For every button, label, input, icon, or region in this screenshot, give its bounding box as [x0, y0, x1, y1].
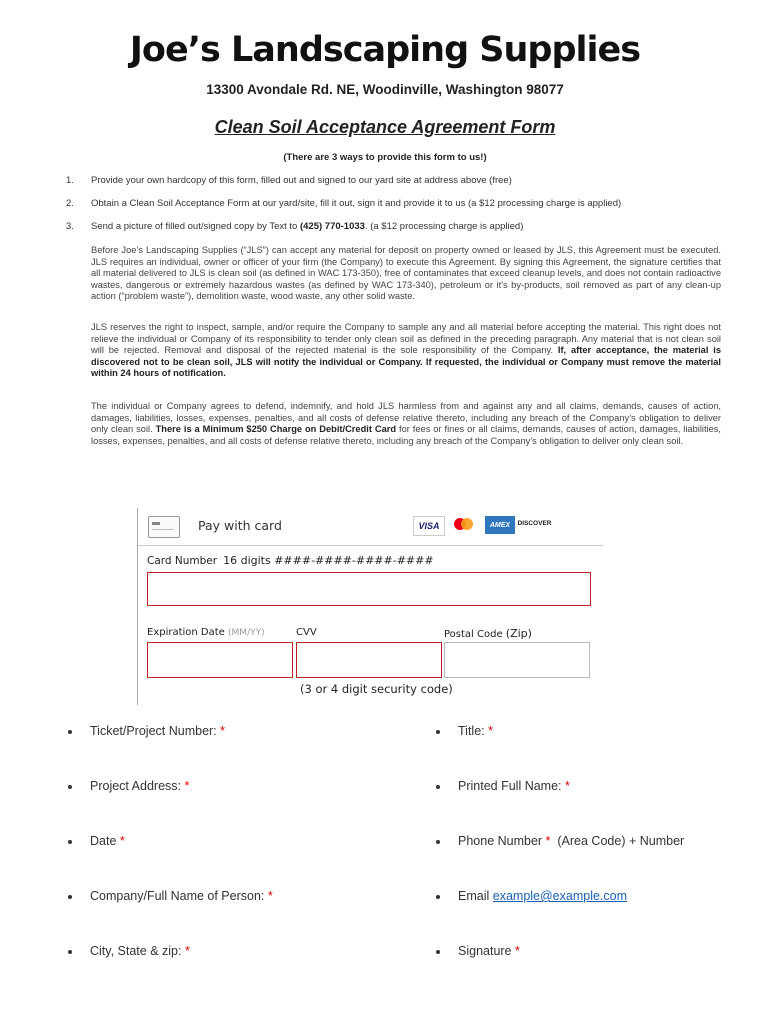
- postal-code-label-text: Postal Code: [444, 629, 503, 640]
- city-state-zip-field[interactable]: [90, 944, 190, 958]
- step-text-part: . (a $12 processing charge is applied): [364, 221, 524, 232]
- bullet-icon: [68, 840, 72, 844]
- expiration-input[interactable]: [147, 642, 293, 678]
- step-text-part: Send a picture of filled out/signed copy by Text to: [91, 221, 300, 232]
- paragraph-text: for fees or fines or all claims, demands, causes of action, damages, liabilities, losses, expenses, penalties, and all costs of defense relative thereto, including any breach of the Company’s obligation to deliver only clean soil.: [91, 424, 722, 446]
- field-label: Signature: [458, 944, 512, 958]
- expiration-label: [147, 627, 265, 638]
- bullet-icon: [68, 950, 72, 954]
- required-mark: *: [184, 779, 190, 793]
- field-label: Printed Full Name:: [458, 779, 562, 793]
- cvv-label: CVV: [296, 627, 317, 638]
- step-2: [66, 198, 726, 221]
- field-row: [0, 724, 770, 744]
- required-mark: *: [267, 889, 273, 903]
- form-title: Clean Soil Acceptance Agreement Form: [214, 117, 556, 137]
- field-row: [0, 944, 770, 964]
- company-name-field[interactable]: [90, 889, 273, 903]
- step-1: [66, 175, 726, 198]
- bullet-icon: [68, 730, 72, 734]
- pay-with-card-title: Pay with card: [198, 518, 282, 533]
- title-field[interactable]: [458, 724, 493, 738]
- required-mark: *: [119, 834, 125, 848]
- bullet-icon: [436, 840, 440, 844]
- field-row: [0, 889, 770, 909]
- step-number: 1.: [66, 175, 74, 186]
- paragraph-text: The individual or Company agrees to defend, indemnify, and hold JLS harmless from and against any and all claims, demands, causes of action, damages, liabilities, losses, expenses, penalties, and all costs of defense relative thereto, including any breach of the Company’s obligation to deliver only clean soil.: [91, 401, 721, 435]
- field-label: Project Address:: [90, 779, 182, 793]
- step-3: [66, 221, 726, 244]
- required-mark: *: [565, 779, 570, 793]
- agreement-paragraph-2: [91, 322, 721, 380]
- card-payment-widget: [137, 508, 603, 705]
- security-code-note: (3 or 4 digit security code): [300, 682, 453, 696]
- expiration-label-text: Expiration Date: [147, 627, 225, 638]
- postal-code-hint: (Zip): [505, 627, 532, 640]
- discover-logo-icon: [519, 514, 551, 532]
- bullet-icon: [436, 730, 440, 734]
- date-field[interactable]: [90, 834, 125, 848]
- bullet-icon: [68, 895, 72, 899]
- step-text: Obtain a Clean Soil Acceptance Form at our yard/site, fill it out, sign it and provide it to us (a $12 processing charge is applied): [91, 198, 622, 209]
- step-number: 3.: [66, 221, 74, 232]
- required-mark: *: [545, 834, 551, 848]
- email-field[interactable]: [458, 889, 627, 903]
- bullet-icon: [436, 785, 440, 789]
- company-address: 13300 Avondale Rd. NE, Woodinville, Washington 98077: [206, 82, 564, 97]
- agreement-paragraph-3: [91, 401, 721, 447]
- project-address-field[interactable]: [90, 779, 189, 793]
- email-example-link[interactable]: example@example.com: [492, 889, 628, 903]
- minimum-charge-notice: There is a Minimum $250 Charge on Debit/Credit Card: [155, 424, 397, 435]
- postal-code-label: [444, 627, 532, 640]
- required-mark: *: [220, 724, 226, 738]
- field-label: Date: [90, 834, 117, 848]
- expiration-hint: (MM/YY): [228, 628, 265, 638]
- credit-card-icon: [148, 516, 180, 538]
- phone-number-field[interactable]: [458, 834, 684, 848]
- bullet-icon: [436, 950, 440, 954]
- required-mark: *: [488, 724, 493, 738]
- bullet-icon: [68, 785, 72, 789]
- required-mark: *: [515, 944, 520, 958]
- printed-name-field[interactable]: [458, 779, 570, 793]
- cvv-input[interactable]: [296, 642, 442, 678]
- field-row: [0, 834, 770, 854]
- field-label: Title:: [458, 724, 485, 738]
- card-number-hint: 16 digits ####-####-####-####: [223, 554, 434, 567]
- postal-code-input[interactable]: [444, 642, 590, 678]
- amex-logo-icon: AMEX: [485, 516, 515, 534]
- field-row: [0, 779, 770, 799]
- card-number-input[interactable]: [147, 572, 591, 606]
- ticket-number-field[interactable]: [90, 724, 225, 738]
- company-name: Joe’s Landscaping Supplies: [129, 30, 641, 70]
- card-number-label-text: Card Number: [147, 555, 218, 567]
- field-label: City, State & zip:: [90, 944, 182, 958]
- card-number-label: [147, 554, 434, 567]
- field-label: Email: [458, 889, 490, 903]
- phone-hint: (Area Code) + Number: [557, 834, 685, 848]
- paragraph-text: JLS reserves the right to inspect, sample, and/or require the Company to sample any and all material before accepting the material. This right does not relieve the individual or Company of its responsibility to tender only clean soil as defined in the preceding paragraph. Any material that is not clean soil will be rejected. Removal and disposal of the rejected material is the sole responsibility of the Company.: [91, 322, 721, 356]
- agreement-paragraph-1: Before Joe’s Landscaping Supplies (“JLS”) can accept any material for deposit on property owned or leased by JLS, this Agreement must be executed. JLS requires an individual, owner or officer of your firm (the Company) to execute this Agreement. By signing this Agreement, the signature certifies that all material delivered to JLS is clean soil (as defined in WAC 173-350), free of contaminates that exceed cleanup levels, and does not contain radioactive wastes, dangerous or extremely hazardous wastes (as defined by WAC 173-340), petroleum or it’s by-products, soil removed as part of any clean-up action (“problem waste”), demolition waste, wood waste, any other solid waste.: [91, 245, 721, 302]
- text-phone-number: (425) 770-1033: [299, 221, 365, 232]
- step-text: Provide your own hardcopy of this form, filled out and signed to our yard site at address above (free): [91, 175, 512, 186]
- bullet-icon: [436, 895, 440, 899]
- paragraph-bold-text: If, after acceptance, the material is discovered not to be clean soil, JLS will notify the individual or Company. If requested, the individual or Company must remove the material within 24 hours of notification.: [91, 345, 722, 379]
- required-mark: *: [184, 944, 190, 958]
- discover-text: DISCOVER: [517, 519, 552, 527]
- signature-field[interactable]: [458, 944, 520, 958]
- ways-note: (There are 3 ways to provide this form to us!): [283, 152, 487, 163]
- step-text: [91, 221, 523, 232]
- field-label: Phone Number: [458, 834, 543, 848]
- step-number: 2.: [66, 198, 74, 209]
- card-header: [138, 508, 603, 546]
- field-label: Ticket/Project Number:: [90, 724, 217, 738]
- mastercard-logo-icon: [451, 516, 477, 534]
- visa-logo-icon: VISA: [413, 516, 445, 536]
- submission-steps: [66, 175, 726, 244]
- field-label: Company/Full Name of Person:: [90, 889, 265, 903]
